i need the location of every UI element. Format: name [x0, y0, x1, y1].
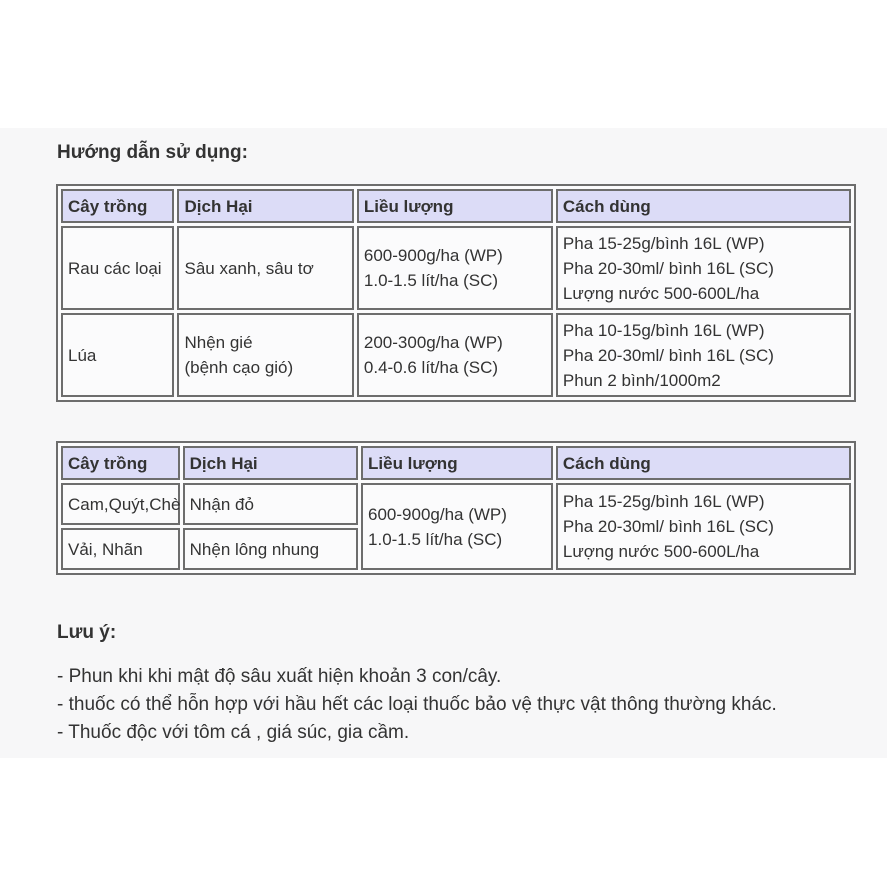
cell-crop: Rau các loại — [61, 226, 174, 310]
cell-pest: Nhận đỏ — [183, 483, 358, 525]
header-usage: Cách dùng — [556, 189, 851, 223]
cell-pest — [177, 313, 353, 397]
usage-line: Lượng nước 500-600L/ha — [562, 283, 760, 303]
cell-usage — [556, 226, 851, 310]
dose-line: 600-900g/ha (WP) — [368, 504, 507, 524]
dose-line: 200-300g/ha (WP) — [363, 333, 503, 352]
table-row — [61, 483, 851, 525]
usage-line: Pha 20-30ml/ bình 16L (SC) — [562, 258, 774, 278]
usage-line: Lượng nước 500-600L/ha — [562, 542, 760, 561]
table-header-row — [61, 446, 851, 480]
cell-crop: Cam,Quýt,Chè — [61, 483, 180, 525]
dosage-table-1 — [56, 184, 856, 402]
cell-usage — [556, 483, 851, 570]
table-row — [61, 313, 851, 397]
page-title: Hướng dẫn sử dụng: — [57, 142, 248, 163]
usage-line: Pha 15-25g/bình 16L (WP) — [562, 492, 765, 511]
table-header-row — [61, 189, 851, 223]
cell-crop: Lúa — [61, 313, 174, 397]
pest-line: (bệnh cạo gió) — [184, 358, 294, 377]
header-dose: Liều lượng — [357, 189, 553, 223]
cell-pest: Nhện lông nhung — [183, 528, 358, 570]
dose-line: 0.4-0.6 lít/ha (SC) — [363, 358, 499, 377]
usage-line: Phun 2 bình/1000m2 — [562, 370, 721, 390]
header-pest: Dịch Hại — [183, 446, 358, 480]
pest-line: Sâu xanh, sâu tơ — [184, 258, 314, 278]
dose-line: 1.0-1.5 lít/ha (SC) — [363, 271, 499, 290]
note-item: - thuốc có thể hỗn hợp với hầu hết các loại thuốc bảo vệ thực vật thông thường khác. — [57, 694, 777, 715]
notes-list — [57, 663, 777, 747]
dose-line: 1.0-1.5 lít/ha (SC) — [368, 529, 503, 549]
cell-dose — [357, 226, 553, 310]
header-dose: Liều lượng — [361, 446, 553, 480]
usage-line: Pha 10-15g/bình 16L (WP) — [562, 320, 765, 340]
cell-usage — [556, 313, 851, 397]
dosage-table-2 — [56, 441, 856, 575]
note-item: - Thuốc độc với tôm cá , giá súc, gia cầm. — [57, 722, 410, 743]
usage-line: Pha 15-25g/bình 16L (WP) — [562, 233, 765, 253]
dose-line: 600-900g/ha (WP) — [363, 246, 503, 265]
header-usage: Cách dùng — [556, 446, 851, 480]
notes-title: Lưu ý: — [57, 622, 117, 643]
cell-dose — [361, 483, 553, 570]
header-crop: Cây trồng — [61, 189, 174, 223]
header-crop: Cây trồng — [61, 446, 180, 480]
header-pest: Dịch Hại — [177, 189, 353, 223]
cell-dose — [357, 313, 553, 397]
usage-line: Pha 20-30ml/ bình 16L (SC) — [562, 517, 774, 536]
cell-pest — [177, 226, 353, 310]
table-row — [61, 226, 851, 310]
note-item: - Phun khi khi mật độ sâu xuất hiện khoản 3 con/cây. — [57, 666, 502, 687]
cell-crop: Vải, Nhãn — [61, 528, 180, 570]
pest-line: Nhện gié — [184, 333, 253, 352]
usage-line: Pha 20-30ml/ bình 16L (SC) — [562, 345, 774, 365]
